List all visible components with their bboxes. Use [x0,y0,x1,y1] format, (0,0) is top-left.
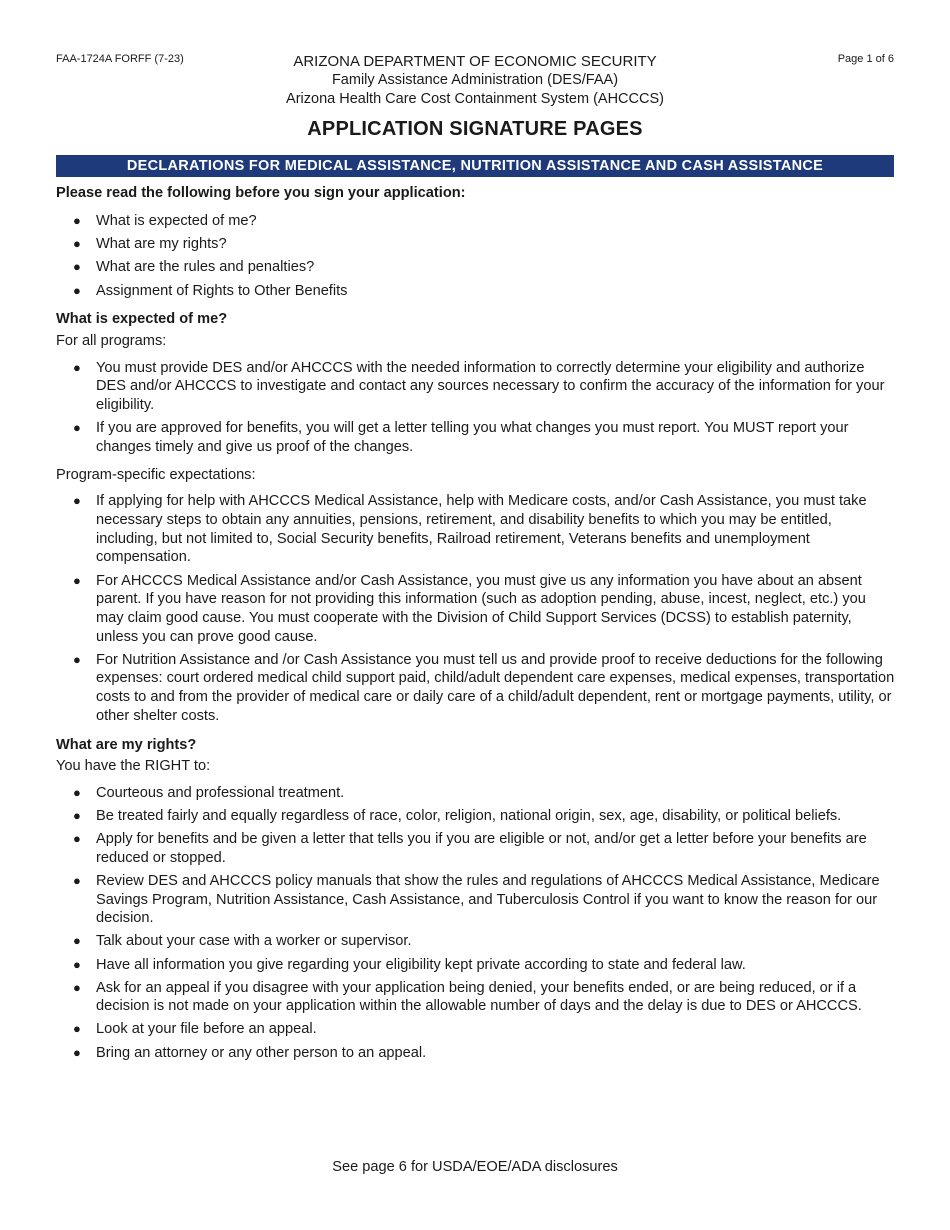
all-programs-label: For all programs: [56,333,167,349]
section-banner: DECLARATIONS FOR MEDICAL ASSISTANCE, NUTRITION ASSISTANCE AND CASH ASSISTANCE [56,155,894,177]
bullet-icon: ● [73,359,81,375]
list-item: ● Bring an attorney or any other person to an appeal. [73,1044,427,1061]
bullet-icon: ● [73,212,81,228]
intro-list [56,212,896,301]
bullet-icon: ● [73,808,81,824]
expected-heading: What is expected of me? [56,311,228,328]
rights-lead: You have the RIGHT to: [56,758,211,775]
bullet-icon: ● [73,1021,81,1037]
list-item: ● Review DES and AHCCCS policy manuals that show the rules and regulations of AHCCCS Medical Assistance, Medicare Savings Program, Nutrition Assistance, Cash Assistance, and Tuberculosis Control if you want to know the reason for our decision. [73,872,880,927]
list-item: ● Have all information you give regarding your eligibility kept private according to state and federal law. [73,956,746,973]
list-item: ● For AHCCCS Medical Assistance and/or Cash Assistance, you must give us any information you have about an absent parent. If you have reason for not providing this information (such as adoption pending, abuse, incest, neglect, etc.) you may claim good cause. You must cooperate with the Division of Child Support Services (DCSS) to establish paternity, unless you can prove good cause. [73,572,866,645]
list-item: ● Courteous and professional treatment. [73,784,345,801]
bullet-icon: ● [73,282,81,298]
bullet-icon: ● [73,933,81,949]
bullet-icon: ● [73,651,81,667]
bullet-icon: ● [73,420,81,436]
form-id: FAA-1724A FORFF (7-23) [56,53,184,65]
intro-lead: Please read the following before you sign your application: [56,185,466,201]
bullet-icon: ● [73,572,81,588]
list-item: ● Ask for an appeal if you disagree with your application being denied, your benefits ended, or are being reduced, or if a decision is not made on your application within the allowable number of days and the delay is due to DES or AHCCCS. [73,979,862,1015]
list-item: ● You must provide DES and/or AHCCCS with the needed information to correctly determine your eligibility and authorize DES and/or AHCCCS to investigate and contact any sources necessary to confirm the accuracy of the information for your eligibility. [73,359,885,414]
bullet-icon: ● [73,236,81,251]
page-title: APPLICATION SIGNATURE PAGES [307,118,643,140]
division-name: Family Assistance Administration (DES/FAA) [331,72,619,88]
footer-note: See page 6 for USDA/EOE/ADA disclosures [332,1159,618,1175]
list-item: ● Apply for benefits and be given a letter that tells you if you are eligible or not, and/or get a letter before your benefits are reduced or stopped. [73,831,867,866]
bullet-icon: ● [73,956,81,972]
rights-list [56,784,896,1062]
bullet-icon: ● [73,493,81,509]
rights-heading: What are my rights? [56,736,197,753]
specific-list [56,492,896,725]
system-name: Arizona Health Care Cost Containment System (AHCCCS) [286,91,664,107]
list-item: ● Be treated fairly and equally regardless of race, color, religion, national origin, sex, age, disability, or political beliefs. [73,808,842,825]
all-programs-list [56,359,896,457]
list-item: ● For Nutrition Assistance and /or Cash Assistance you must tell us and provide proof to receive deductions for the following expenses: court ordered medical child support paid, child/adult dependent care expenses, medical expenses, transportation costs to and from the provider of medical care or daily care of a child/adult dependent, rent or mortgage payments, utility, or other shelter costs. [73,651,895,724]
list-item: ● What are my rights? [73,236,227,252]
agency-name: ARIZONA DEPARTMENT OF ECONOMIC SECURITY [293,53,657,70]
bullet-icon: ● [73,831,81,847]
list-item: ● If applying for help with AHCCCS Medical Assistance, help with Medicare costs, and/or Cash Assistance, you must take necessary steps to obtain any annuities, pensions, retirement, and disability benefits to which you may be entitled, including, but not limited to, Social Security benefits, Railroad retirement, Veterans benefits and unemployment compensation. [73,493,867,566]
bullet-icon: ● [73,259,81,275]
document-body [56,184,896,1067]
list-item: ● What is expected of me? [73,212,257,229]
document-header [0,52,950,109]
bullet-icon: ● [73,872,81,888]
list-item: ● If you are approved for benefits, you will get a letter telling you what changes you must report. You MUST report your changes timely and give us proof of the changes. [73,420,849,455]
bullet-icon: ● [73,979,81,995]
list-item: ● Talk about your case with a worker or supervisor. [73,933,412,950]
list-item: ● Assignment of Rights to Other Benefits [73,282,348,299]
page-number: Page 1 of 6 [837,53,894,65]
list-item: ● What are the rules and penalties? [73,259,315,276]
bullet-icon: ● [73,784,81,800]
list-item: ● Look at your file before an appeal. [73,1021,317,1038]
specific-label: Program-specific expectations: [56,466,256,483]
bullet-icon: ● [73,1044,81,1060]
